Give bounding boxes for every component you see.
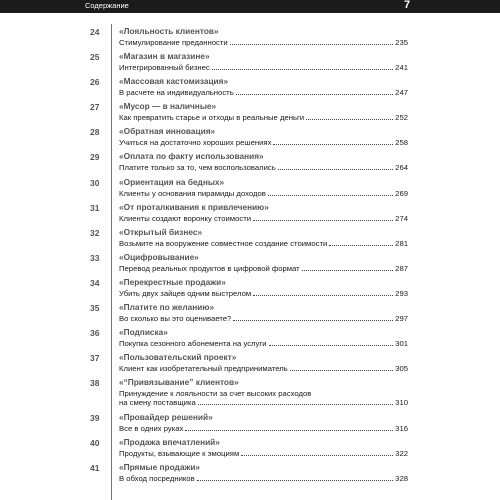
chapter-subtitle: Возьмите на вооружение совместное создание стоимости <box>119 238 328 248</box>
chapter-subtitle: Как превратить старье и отходы в реальные деньги <box>119 113 305 123</box>
chapter-title[interactable]: «Открытый бизнес» <box>119 226 203 237</box>
chapter-number: 40 <box>90 437 100 448</box>
chapter-subtitle: Покупка сезонного абонемента на услуги <box>119 339 267 349</box>
toc-entry[interactable] <box>0 175 500 200</box>
subtitle-row <box>119 398 408 407</box>
subtitle-row <box>119 113 408 122</box>
subtitle-row <box>119 239 408 248</box>
dot-leader <box>278 169 393 170</box>
chapter-subtitle: Убить двух зайцев одним выстрелом <box>119 288 252 298</box>
chapter-title[interactable]: «От проталкивания к привлечению» <box>119 201 269 212</box>
page-ref[interactable]: 328 <box>395 473 408 483</box>
subtitle-row <box>119 339 408 348</box>
chapter-number: 30 <box>90 177 100 188</box>
dot-leader <box>241 455 393 456</box>
chapter-number: 28 <box>90 127 100 138</box>
chapter-number: 33 <box>90 252 100 263</box>
dot-leader <box>269 345 394 346</box>
subtitle-row <box>119 449 408 458</box>
chapter-title[interactable]: «Лояльность клиентов» <box>119 26 219 36</box>
page-ref[interactable]: 241 <box>395 63 408 73</box>
subtitle-row <box>119 163 408 172</box>
page-ref[interactable]: 274 <box>395 213 408 223</box>
toc-entry[interactable] <box>0 200 500 225</box>
page-ref[interactable]: 322 <box>395 448 408 458</box>
chapter-title[interactable]: «Мусор — в наличные» <box>119 101 217 112</box>
toc-entry[interactable] <box>0 250 500 275</box>
toc-entry[interactable] <box>0 275 500 300</box>
page-ref[interactable]: 235 <box>395 38 408 47</box>
toc-entry[interactable] <box>0 49 500 74</box>
chapter-subtitle: Продукты, взывающие к эмоциям <box>119 448 240 458</box>
page-number: 7 <box>404 0 411 11</box>
chapter-title[interactable]: «Прямые продажи» <box>119 461 201 472</box>
chapter-subtitle: на смену поставщика <box>119 398 196 408</box>
page-ref[interactable]: 310 <box>395 398 408 408</box>
subtitle-row <box>119 138 408 147</box>
page-ref[interactable]: 247 <box>395 88 408 98</box>
subtitle-row <box>119 289 408 298</box>
toc-entry[interactable] <box>0 350 500 375</box>
running-header-title: Содержание <box>85 1 129 10</box>
chapter-subtitle: Клиенты создают воронку стоимости <box>119 213 252 223</box>
chapter-subtitle: В расчете на индивидуальность <box>119 88 234 98</box>
toc-entry[interactable] <box>0 300 500 325</box>
dot-leader <box>290 370 393 371</box>
chapter-number: 24 <box>90 27 100 37</box>
subtitle-row <box>119 474 408 483</box>
page-ref[interactable]: 269 <box>395 188 408 198</box>
chapter-number: 39 <box>90 412 100 423</box>
dot-leader <box>233 320 393 321</box>
page-ref[interactable]: 287 <box>395 263 408 273</box>
chapter-number: 35 <box>90 303 100 314</box>
chapter-subtitle: Стимулирование преданности <box>119 38 228 47</box>
page-ref[interactable]: 305 <box>395 364 408 374</box>
page-ref[interactable]: 301 <box>395 339 408 349</box>
dot-leader <box>212 69 393 70</box>
chapter-number: 32 <box>90 227 100 238</box>
chapter-number: 27 <box>90 102 100 113</box>
subtitle-row <box>119 63 408 72</box>
toc-entry[interactable] <box>0 24 500 49</box>
page-ref[interactable]: 281 <box>395 238 408 248</box>
chapter-subtitle: Платите только за то, чем воспользовались <box>119 163 276 173</box>
page-header <box>0 0 500 13</box>
subtitle-row <box>119 314 408 323</box>
chapter-title[interactable]: «Перекрестные продажи» <box>119 276 226 287</box>
dot-leader <box>198 404 393 405</box>
toc-entry[interactable] <box>0 124 500 149</box>
subtitle-row <box>119 424 408 433</box>
page-ref[interactable]: 293 <box>395 288 408 298</box>
chapter-title[interactable]: «“Привязывание” клиентов» <box>119 377 239 388</box>
toc-entry[interactable] <box>0 460 500 485</box>
chapter-title[interactable]: «Массовая кастомизация» <box>119 76 229 87</box>
dot-leader <box>273 144 393 145</box>
chapter-title[interactable]: «Продажа впечатлений» <box>119 436 220 447</box>
chapter-title[interactable]: «Пользовательский проект» <box>119 352 237 363</box>
chapter-title[interactable]: «Ориентация на бедных» <box>119 176 225 187</box>
dot-leader <box>253 220 393 221</box>
toc-list <box>0 24 500 485</box>
toc-entry[interactable] <box>0 74 500 99</box>
chapter-subtitle: Интегрированный бизнес <box>119 63 210 73</box>
chapter-subtitle: Учиться на достаточно хороших решениях <box>119 138 272 148</box>
subtitle-row <box>119 364 408 373</box>
chapter-number: 25 <box>90 52 100 63</box>
toc-entry[interactable] <box>0 375 500 409</box>
chapter-title[interactable]: «Оцифровывание» <box>119 251 199 262</box>
chapter-number: 34 <box>90 277 100 288</box>
dot-leader <box>230 44 393 45</box>
chapter-number: 37 <box>90 353 100 364</box>
toc-entry[interactable] <box>0 225 500 250</box>
page-ref[interactable]: 258 <box>395 138 408 148</box>
subtitle-row <box>119 88 408 97</box>
toc-entry[interactable] <box>0 149 500 174</box>
chapter-number: 41 <box>90 462 100 473</box>
dot-leader <box>306 119 393 120</box>
toc-entry[interactable] <box>0 410 500 435</box>
subtitle-row <box>119 38 408 47</box>
chapter-number: 26 <box>90 77 100 88</box>
toc-entry[interactable] <box>0 325 500 350</box>
chapter-title[interactable]: «Платите по желанию» <box>119 302 215 313</box>
dot-leader <box>268 195 393 196</box>
chapter-number: 36 <box>90 328 100 339</box>
dot-leader <box>302 270 393 271</box>
dot-leader <box>329 245 393 246</box>
toc-entry[interactable] <box>0 99 500 124</box>
chapter-number: 29 <box>90 152 100 163</box>
chapter-title[interactable]: «Магазин в магазине» <box>119 51 210 62</box>
page-ref[interactable]: 264 <box>395 163 408 173</box>
chapter-title[interactable]: «Провайдер решений» <box>119 411 213 422</box>
page-ref[interactable]: 297 <box>395 314 408 324</box>
chapter-subtitle: В обход посредников <box>119 473 195 483</box>
chapter-subtitle: Клиент как изобретательный предприниматель <box>119 364 288 374</box>
dot-leader <box>185 430 393 431</box>
chapter-title[interactable]: «Подписка» <box>119 327 168 338</box>
chapter-title[interactable]: «Обратная инновация» <box>119 126 216 137</box>
chapter-number: 31 <box>90 202 100 213</box>
subtitle-row <box>119 189 408 198</box>
toc-entry[interactable] <box>0 435 500 460</box>
chapter-subtitle: Все в одних руках <box>119 423 184 433</box>
dot-leader <box>197 480 394 481</box>
chapter-number: 38 <box>90 378 100 389</box>
page-ref[interactable]: 252 <box>395 113 408 123</box>
chapter-title[interactable]: «Оплата по факту использования» <box>119 151 264 162</box>
page-ref[interactable]: 316 <box>395 423 408 433</box>
chapter-subtitle: Перевод реальных продуктов в цифровой формат <box>119 263 300 273</box>
subtitle-row <box>119 214 408 223</box>
chapter-subtitle: Во сколько вы это оцениваете? <box>119 314 232 324</box>
dot-leader <box>253 295 393 296</box>
subtitle-row <box>119 264 408 273</box>
chapter-subtitle: Клиенты у основания пирамиды доходов <box>119 188 266 198</box>
chapter-subtitle-line1: Принуждение к лояльности за счет высоких расходов <box>119 389 312 399</box>
dot-leader <box>236 94 393 95</box>
